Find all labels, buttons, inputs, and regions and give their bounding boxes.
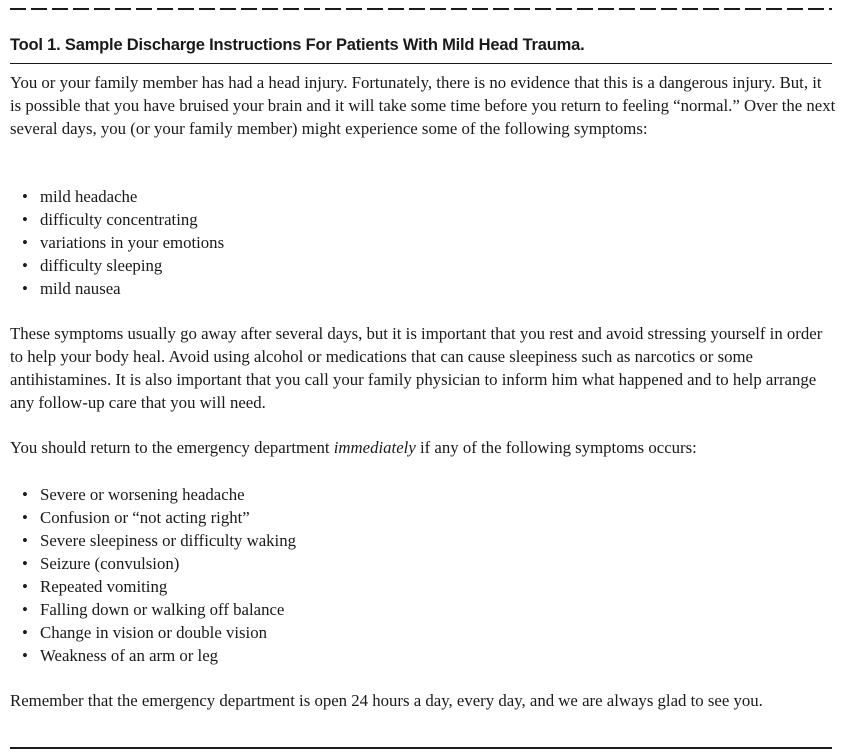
- bullet-icon: •: [22, 233, 28, 252]
- bullet-icon: •: [22, 210, 28, 229]
- list-item: • difficulty sleeping: [22, 256, 163, 275]
- mild-symptoms-list: [22, 185, 224, 300]
- bullet-icon: •: [22, 187, 28, 206]
- list-item: • Falling down or walking off balance: [22, 600, 285, 619]
- bullet-icon: •: [22, 623, 28, 642]
- list-item: • mild nausea: [22, 279, 121, 298]
- closing-paragraph: Remember that the emergency department is open 24 hours a day, every day, and we are always glad to see you.: [10, 691, 763, 710]
- warning-symptoms-list: [22, 483, 296, 667]
- bullet-icon: •: [22, 256, 28, 275]
- list-item: • difficulty concentrating: [22, 210, 198, 229]
- document-title: Tool 1. Sample Discharge Instructions For Patients With Mild Head Trauma.: [10, 36, 585, 54]
- intro-paragraph: You or your family member has had a head injury. Fortunately, there is no evidence that this is a dangerous injury. But, it is possible that you have bruised your brain and it will take some time before you return to feeling “normal.” Over the next several days, you (or your family member) might experience some of the following symptoms:: [10, 73, 836, 138]
- bullet-icon: •: [22, 577, 28, 596]
- bullet-icon: •: [22, 508, 28, 527]
- bullet-icon: •: [22, 554, 28, 573]
- return-paragraph: You should return to the emergency department immediately if any of the following symptoms occurs:: [10, 438, 697, 457]
- list-item: • mild headache: [22, 187, 138, 206]
- list-item: • Change in vision or double vision: [22, 623, 267, 642]
- list-item: • variations in your emotions: [22, 233, 225, 252]
- list-item: • Severe or worsening headache: [22, 485, 245, 504]
- bullet-icon: •: [22, 531, 28, 550]
- title-underline-rule: [10, 63, 832, 64]
- list-item: • Confusion or “not acting right”: [22, 508, 250, 527]
- bullet-icon: •: [22, 600, 28, 619]
- bottom-rule: [10, 747, 832, 749]
- emphasis-immediately: immediately: [333, 438, 416, 457]
- care-paragraph: These symptoms usually go away after several days, but it is important that you rest and avoid stressing yourself in order to help your body heal. Avoid using alcohol or medications that can cause sleepiness such as narcotics or some antihistamines. It is also important that you call your family physician to inform him what happened and to help arrange any follow-up care that you will need.: [10, 324, 823, 412]
- list-item: • Severe sleepiness or difficulty waking: [22, 531, 297, 550]
- top-dashed-rule: [10, 8, 832, 10]
- bullet-icon: •: [22, 485, 28, 504]
- list-item: • Weakness of an arm or leg: [22, 646, 219, 665]
- bullet-icon: •: [22, 646, 28, 665]
- bullet-icon: •: [22, 279, 28, 298]
- list-item: • Seizure (convulsion): [22, 554, 180, 573]
- list-item: • Repeated vomiting: [22, 577, 168, 596]
